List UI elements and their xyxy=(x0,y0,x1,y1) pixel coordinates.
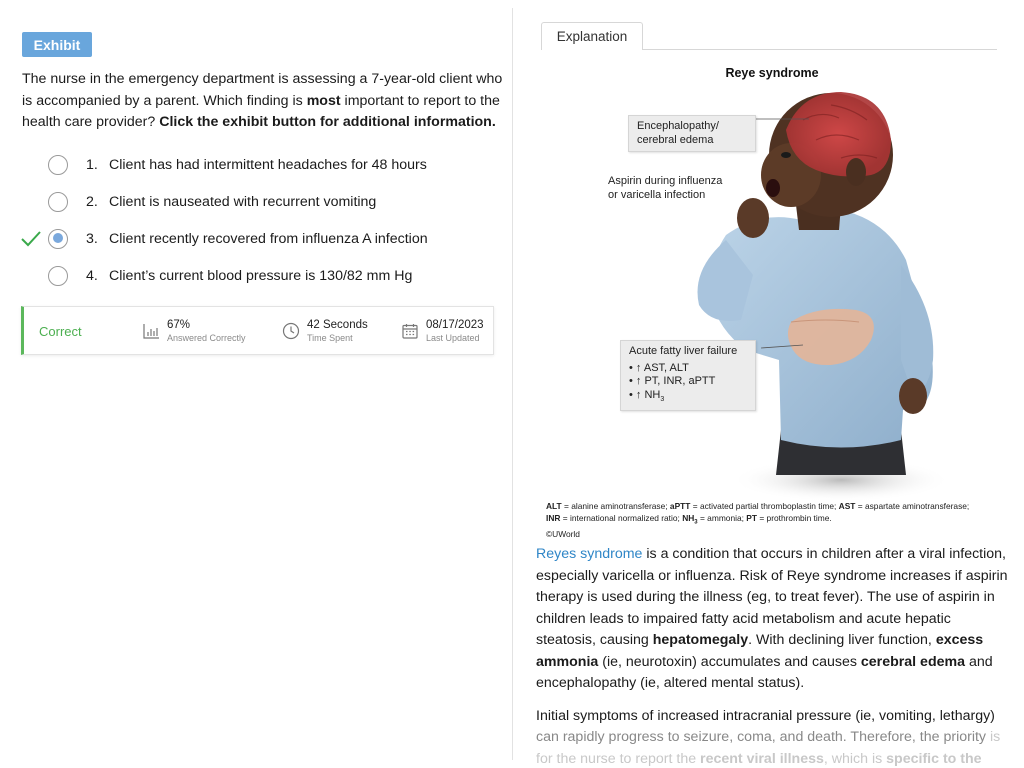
checkmark-icon xyxy=(20,228,42,250)
answered-value: 67% xyxy=(167,319,191,331)
clock-icon xyxy=(282,322,300,340)
callout-encephalopathy xyxy=(628,115,756,152)
tab-explanation[interactable]: Explanation xyxy=(541,22,643,50)
callout-line: Encephalopathy/ xyxy=(637,120,719,132)
label-line: or varicella infection xyxy=(608,188,706,201)
reyes-syndrome-link[interactable]: Reyes syndrome xyxy=(536,546,643,562)
option-number: 3. xyxy=(86,230,98,247)
reye-syndrome-figure xyxy=(541,60,1001,540)
result-stats-bar xyxy=(21,306,494,355)
answer-option[interactable] xyxy=(0,257,512,294)
stem-text-2: important to report to the health care provider? xyxy=(22,92,500,130)
radio-button[interactable] xyxy=(48,155,68,175)
callout-item: • ↑ AST, ALT xyxy=(629,361,689,374)
time-label: Time Spent xyxy=(307,333,353,343)
explanation-paragraph-2: Initial symptoms of increased intracranial pressure (ie, vomiting, lethargy) can rapidly progress to seizure, coma, and death. Therefore, the priority is for the nurse to report the recent viral illness, which is specific to the xyxy=(536,707,1001,767)
calendar-icon xyxy=(401,322,419,340)
radio-button[interactable] xyxy=(48,192,68,212)
legend-line-2: INR = international normalized ratio; $NH_3$ = ammonia; PT = prothrombin time. xyxy=(546,512,832,526)
date-value: 08/17/2023 xyxy=(426,319,484,331)
option-text: Client’s current blood pressure is 130/82 mm Hg xyxy=(109,267,413,284)
explanation-paragraph-1: Reyes syndrome is a condition that occurs in children after a viral infection, especially varicella or influenza. Risk of Reye syndrome increases if aspirin therapy is used during the illness (eg, to treat fever). The use of aspirin in children leads to impaired fatty acid metabolism and acute hepatic steatosis, causing hepatomegaly. With declining liver function, excess ammonia (ie, neurotoxin) accumulates and causes cerebral edema and encephalopathy (ie, altered mental status). xyxy=(536,546,1008,691)
answer-option[interactable] xyxy=(0,183,512,220)
stem-text-1: The nurse in the emergency department is assessing a 7-year-old client who is accompanied by a parent. Which finding is xyxy=(22,71,503,109)
abbreviation-legend xyxy=(546,501,1006,540)
callout-item: • ↑ $NH_3$ xyxy=(629,388,665,403)
stem-instruction: Click the exhibit button for additional information. xyxy=(159,114,496,130)
bar-chart-icon xyxy=(142,322,160,340)
label-line: Aspirin during influenza xyxy=(608,175,723,187)
option-number: 2. xyxy=(86,193,98,210)
callout-liver xyxy=(620,340,756,411)
tab-underline xyxy=(643,49,997,50)
figure-title: Reye syndrome xyxy=(725,66,819,80)
label-aspirin xyxy=(608,175,722,202)
option-number: 4. xyxy=(86,267,98,284)
radio-button-selected[interactable] xyxy=(48,229,68,249)
radio-button[interactable] xyxy=(48,266,68,286)
option-number: 1. xyxy=(86,156,98,173)
explanation-pane xyxy=(513,0,1024,768)
answer-option[interactable] xyxy=(0,146,512,183)
answered-label: Answered Correctly xyxy=(167,333,246,343)
explanation-text xyxy=(536,544,1014,768)
exhibit-button[interactable]: Exhibit xyxy=(22,32,92,57)
time-spent-stat xyxy=(282,319,368,344)
answered-correctly-stat xyxy=(142,319,246,344)
legend-line-1: ALT = alanine aminotransferase; aPTT = activated partial thromboplastin time; AST = aspartate aminotransferase; xyxy=(546,501,970,511)
callout-line: cerebral edema xyxy=(637,133,714,146)
child-illustration xyxy=(541,60,1001,500)
answer-option-selected[interactable] xyxy=(0,220,512,257)
callout-item: • ↑ PT, INR, aPTT xyxy=(629,375,716,387)
option-text: Client has had intermittent headaches for 48 hours xyxy=(109,156,427,173)
option-text: Client recently recovered from influenza A infection xyxy=(109,230,428,247)
date-label: Last Updated xyxy=(426,333,480,343)
result-status: Correct xyxy=(39,324,82,339)
question-stem xyxy=(22,69,504,134)
time-value: 42 Seconds xyxy=(307,319,368,331)
option-text: Client is nauseated with recurrent vomiting xyxy=(109,193,377,210)
answer-options xyxy=(0,146,512,294)
last-updated-stat xyxy=(401,319,484,344)
stem-emphasis: most xyxy=(306,92,341,109)
copyright: ©UWorld xyxy=(546,528,580,539)
callout-title: Acute fatty liver failure xyxy=(629,345,738,357)
